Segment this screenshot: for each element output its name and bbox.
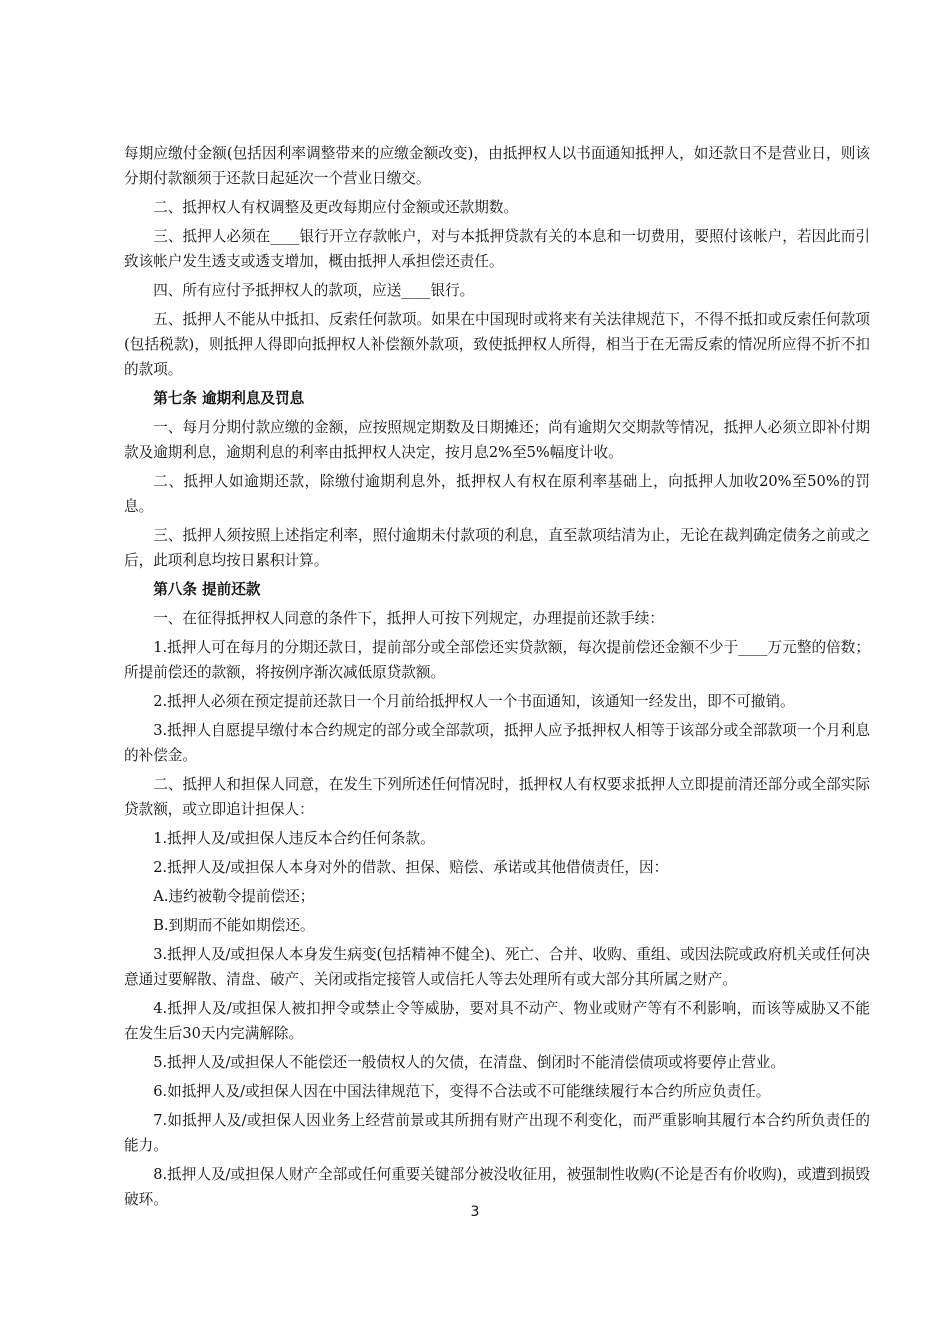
paragraph: B.到期而不能如期偿还。 <box>153 917 315 934</box>
paragraph: 二、抵押人和担保人同意，在发生下列所述任何情况时，抵押权人有权要求抵押人立即提前清还部分或全部实际贷款额，或立即追计担保人： <box>124 776 870 818</box>
section-heading-article-8: 第八条 提前还款 <box>153 581 261 598</box>
paragraph: 1.抵押人可在每月的分期还款日，提前部分或全部偿还实贷款额，每次提前偿还金额不少于____万元整的倍数；所提前偿还的款额，将按例序渐次减低原贷款额。 <box>124 639 870 681</box>
paragraph: 5.抵押人及/或担保人不能偿还一般债权人的欠债，在清盘、倒闭时不能清偿债项或将要停止营业。 <box>153 1054 785 1071</box>
paragraph: 四、所有应付予抵押权人的款项，应送____银行。 <box>153 282 475 299</box>
paragraph: 一、在征得抵押权人同意的条件下，抵押人可按下列规定，办理提前还款手续： <box>153 610 664 627</box>
paragraph: 4.抵押人及/或担保人被扣押令或禁止令等威胁，要对具不动产、物业或财产等有不利影响，而该等威胁又不能在发生后30天内完满解除。 <box>124 1000 870 1042</box>
paragraph: A.违约被勒令提前偿还； <box>153 888 315 905</box>
paragraph: 8.抵押人及/或担保人财产全部或任何重要关键部分被没收征用，被强制性收购(不论是否有价收购)，或遭到损毁破环。 <box>124 1166 870 1208</box>
paragraph: 三、抵押人须按照上述指定利率，照付逾期未付款项的利息，直至款项结清为止，无论在裁判确定债务之前或之后，此项利息均按日累积计算。 <box>124 527 870 569</box>
paragraph: 6.如抵押人及/或担保人因在中国法律规范下，变得不合法或不可能继续履行本合约所应负责任。 <box>153 1083 771 1100</box>
paragraph: 每期应缴付金额(包括因利率调整带来的应缴金额改变)，由抵押权人以书面通知抵押人，如还款日不是营业日，则该分期付款额须于还款日起延次一个营业日缴交。 <box>124 145 870 187</box>
paragraph: 2.抵押人必须在预定提前还款日一个月前给抵押权人一个书面通知，该通知一经发出，即不可撤销。 <box>153 693 795 710</box>
paragraph: 二、抵押权人有权调整及更改每期应付金额或还款期数。 <box>153 199 519 216</box>
paragraph: 2.抵押人及/或担保人本身对外的借款、担保、赔偿、承诺或其他借债责任，因： <box>153 859 669 876</box>
section-heading-article-7: 第七条 逾期利息及罚息 <box>153 390 305 407</box>
document-body <box>124 141 870 1216</box>
paragraph: 三、抵押人必须在____银行开立存款帐户，对与本抵押贷款有关的本息和一切费用，要照付该帐户，若因此而引致该帐户发生透支或透支增加，概由抵押人承担偿还责任。 <box>124 228 870 270</box>
page-number: 3 <box>470 1204 480 1220</box>
paragraph: 3.抵押人自愿提早缴付本合约规定的部分或全部款项，抵押人应予抵押权人相等于该部分或全部款项一个月利息的补偿金。 <box>124 722 870 764</box>
paragraph: 一、每月分期付款应缴的金额，应按照规定期数及日期摊还；尚有逾期欠交期款等情况，抵押人必须立即补付期款及逾期利息，逾期利息的利率由抵押权人决定，按月息2%至5%幅度计收。 <box>124 419 870 461</box>
paragraph: 五、抵押人不能从中抵扣、反索任何款项。如果在中国现时或将来有关法律规范下，不得不抵扣或反索任何款项(包括税款)，则抵押人得即向抵押权人补偿额外款项，致使抵押权人所得，相当于在无需反索的情况所应得不折不扣的款项。 <box>124 311 870 378</box>
paragraph: 二、抵押人如逾期还款，除缴付逾期利息外，抵押权人有权在原利率基础上，向抵押人加收20%至50%的罚息。 <box>124 473 870 515</box>
paragraph: 3.抵押人及/或担保人本身发生病变(包括精神不健全)、死亡、合并、收购、重组、或因法院或政府机关或任何决意通过要解散、清盘、破产、关闭或指定接管人或信托人等去处理所有或大部分其所属之财产。 <box>124 946 870 988</box>
paragraph: 1.抵押人及/或担保人违反本合约任何条款。 <box>153 830 435 847</box>
paragraph: 7.如抵押人及/或担保人因业务上经营前景或其所拥有财产出现不利变化，而严重影响其履行本合约所负责任的能力。 <box>124 1112 870 1154</box>
